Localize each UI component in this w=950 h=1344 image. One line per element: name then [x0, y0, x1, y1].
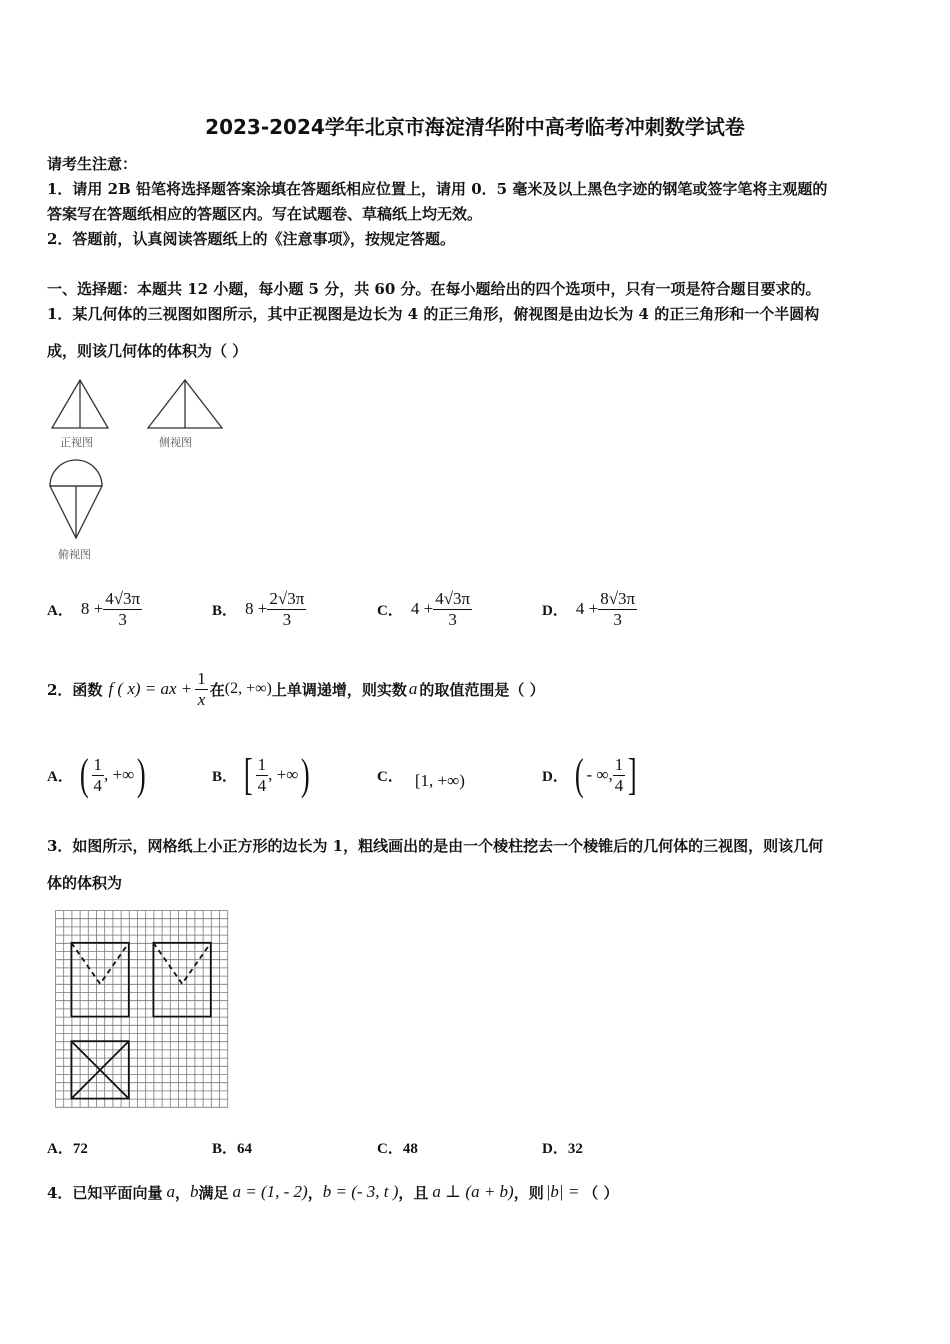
q2-option-b[interactable]	[212, 750, 313, 800]
q4-text-3: ，则	[513, 1183, 544, 1202]
q1-option-b-letter: B．	[212, 602, 238, 619]
q2-function-numerator: 1	[197, 668, 206, 688]
q1-front-view	[52, 380, 108, 428]
q1-three-view-figure	[45, 376, 235, 566]
q2-suffix-2: 的取值范围是（ ）	[419, 680, 545, 699]
q1-option-d-letter: D．	[542, 602, 568, 619]
q3-text-line-1: 3．如图所示，网格纸上小正方形的边长为 1，粗线画出的是由一个棱柱挖去一个棱锥后的几何体的三视图，则该几何	[47, 837, 824, 855]
q2-option-c[interactable]	[377, 750, 465, 800]
q3-option-c[interactable]	[377, 1137, 418, 1158]
q4-sep-2: ，	[307, 1183, 323, 1202]
q1-option-b-numerator: 2√3π	[269, 588, 305, 608]
q3-option-d[interactable]	[542, 1137, 583, 1158]
q2-option-c-text: [1, +∞)	[414, 771, 465, 790]
q2-option-a[interactable]	[47, 750, 149, 800]
q3-option-d-letter: D．	[542, 1141, 568, 1157]
q2-interval: (2, +∞)	[224, 680, 272, 697]
q1-option-c-letter: C．	[377, 602, 403, 619]
q3-option-b[interactable]	[212, 1137, 252, 1158]
q4-vector-b: b	[189, 1182, 199, 1201]
q3-option-c-value: 48	[402, 1141, 418, 1157]
q1-caption-side: 侧视图	[159, 436, 192, 449]
q2-suffix-1: 上单调递增，则实数	[271, 680, 407, 699]
q2-option-d-head: - ∞,	[586, 765, 613, 784]
q2-option-d-open: (	[574, 750, 584, 799]
q2-mid: 在	[209, 680, 225, 699]
q2-option-b-numerator: 1	[257, 754, 267, 774]
q1-option-c[interactable]	[377, 586, 472, 632]
q3-text-line-2: 体的体积为	[47, 874, 123, 892]
q1-side-view	[148, 380, 222, 428]
q1-text-line-2: 成，则该几何体的体积为（ ）	[47, 342, 248, 360]
q2-option-b-open: [	[243, 750, 253, 799]
notice-line-2: 答案写在答题纸相应的答题区内。写在试题卷、草稿纸上均无效。	[47, 205, 483, 223]
notice-heading: 请考生注意：	[47, 155, 138, 173]
notice-line-3: 2．答题前，认真阅读答题纸上的《注意事项》，按规定答题。	[47, 230, 455, 248]
q2-option-d-letter: D．	[542, 768, 568, 785]
q2-option-a-open: (	[79, 750, 89, 799]
q4-stem	[47, 1176, 619, 1208]
q3-grid-three-view-figure	[55, 910, 230, 1120]
notice-line-1: 1．请用 2B 铅笔将选择题答案涂填在答题纸相应位置上，请用 0．5 毫米及以上黑色字迹的钢笔或签字笔将主观题的	[47, 180, 828, 198]
q1-option-d-lead: 4 +	[575, 599, 599, 618]
q4-expression-4: |b| =	[545, 1182, 580, 1201]
q1-option-d[interactable]	[542, 586, 637, 632]
q3-option-a-letter: A．	[47, 1141, 73, 1157]
q2-option-c-letter: C．	[377, 768, 403, 785]
page-title: 2023-2024学年北京市海淀清华附中高考临考冲刺数学试卷	[205, 115, 745, 139]
q4-prefix: 4．已知平面向量	[47, 1183, 163, 1202]
q1-option-b[interactable]	[212, 586, 306, 632]
q1-option-d-numerator: 8√3π	[600, 588, 636, 608]
q1-option-a-letter: A．	[47, 602, 73, 619]
q4-expression-1: a = (1, - 2)	[232, 1182, 308, 1201]
q1-option-a-lead: 8 +	[80, 599, 104, 618]
q3-option-a[interactable]	[47, 1137, 88, 1158]
q2-option-a-close: )	[137, 750, 146, 799]
q2-prefix: 2．函数	[47, 680, 103, 699]
q4-text-4: （ ）	[583, 1183, 619, 1202]
q2-option-d-numerator: 1	[614, 754, 624, 774]
q3-option-b-letter: B．	[212, 1141, 238, 1157]
q1-option-b-denominator: 3	[282, 609, 292, 629]
q3-option-d-value: 32	[567, 1141, 583, 1157]
q1-text-line-1: 1．某几何体的三视图如图所示，其中正视图是边长为 4 的正三角形，俯视图是由边长为 4 的正三角形和一个半圆构	[47, 305, 820, 323]
q4-text-1: 满足	[198, 1183, 229, 1202]
q2-variable: a	[408, 679, 418, 698]
q3-option-a-value: 72	[72, 1141, 88, 1157]
q3-grid-lines	[56, 911, 228, 1108]
q2-stem	[47, 666, 545, 712]
q1-option-a-numerator: 4√3π	[105, 588, 141, 608]
q4-expression-3: a ⊥ (a + b)	[432, 1182, 514, 1201]
q2-option-d-close: ]	[628, 750, 638, 799]
q2-option-d-denominator: 4	[614, 775, 624, 795]
q1-option-c-denominator: 3	[448, 609, 457, 629]
q2-function: f ( x) = ax +	[108, 679, 193, 698]
q2-function-denominator: x	[197, 689, 206, 709]
q1-caption-top: 俯视图	[58, 548, 91, 561]
q2-option-a-tail: , +∞	[104, 765, 135, 784]
q3-option-c-letter: C．	[377, 1141, 403, 1157]
q2-option-b-close: )	[301, 750, 311, 799]
q1-option-d-denominator: 3	[613, 609, 622, 629]
q4-sep-1: ，	[174, 1183, 190, 1202]
q2-option-d[interactable]	[542, 750, 640, 800]
q1-option-a-denominator: 3	[118, 609, 127, 629]
q2-option-b-letter: B．	[212, 768, 238, 785]
q1-top-view	[50, 460, 102, 538]
q2-option-a-letter: A．	[47, 768, 73, 785]
q4-text-2: ，且	[398, 1183, 429, 1202]
q1-option-c-lead: 4 +	[410, 599, 434, 618]
q4-expression-2: b = (- 3, t )	[322, 1182, 399, 1201]
q2-option-b-denominator: 4	[257, 775, 267, 795]
q3-option-b-value: 64	[237, 1141, 253, 1157]
q1-option-b-lead: 8 +	[245, 599, 268, 618]
q1-option-c-numerator: 4√3π	[435, 588, 471, 608]
q4-vector-a: a	[166, 1182, 175, 1201]
q1-caption-front: 正视图	[60, 436, 93, 449]
section-heading: 一、选择题：本题共 12 小题，每小题 5 分，共 60 分。在每小题给出的四个选项中，只有一项是符合题目要求的。	[47, 280, 821, 298]
q1-option-a[interactable]	[47, 586, 142, 632]
q2-option-b-tail: , +∞	[268, 765, 299, 784]
q2-option-a-denominator: 4	[93, 775, 102, 795]
q2-option-a-numerator: 1	[93, 754, 102, 774]
